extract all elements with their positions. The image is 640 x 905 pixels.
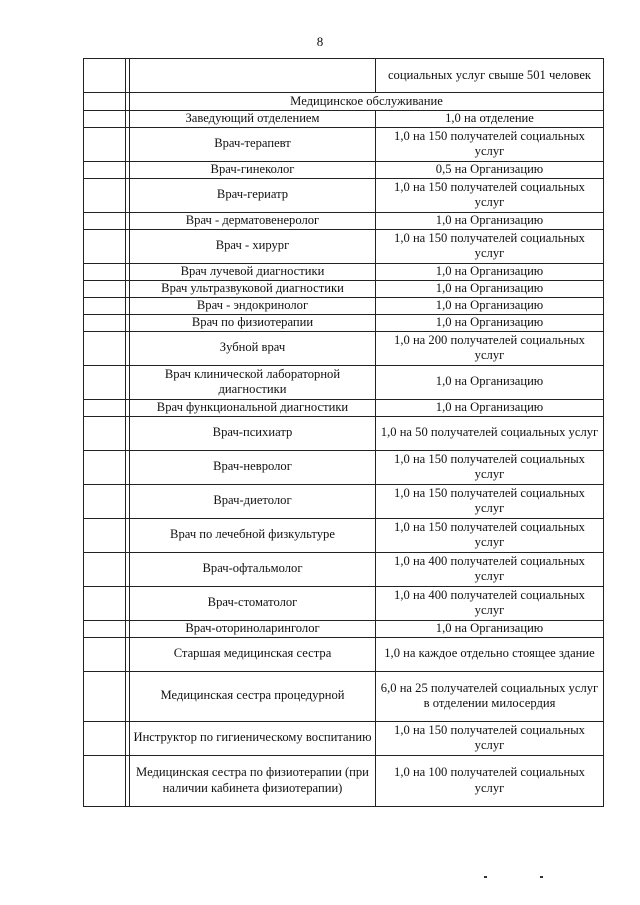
norm-cell: 1,0 на 50 получателей социальных услуг bbox=[376, 416, 604, 450]
norm-cell: 1,0 на каждое отдельно стоящее здание bbox=[376, 637, 604, 671]
page-number: 8 bbox=[316, 34, 324, 49]
number-cell bbox=[84, 671, 126, 721]
table-row bbox=[84, 212, 604, 229]
position-cell: Врач-стоматолог bbox=[130, 586, 376, 620]
table-row bbox=[84, 229, 604, 263]
position-cell: Врач-гинеколог bbox=[130, 161, 376, 178]
norm-cell: 1,0 на 150 получателей социальных услуг bbox=[376, 229, 604, 263]
number-cell bbox=[84, 586, 126, 620]
table-row bbox=[84, 365, 604, 399]
norm-cell: 1,0 на 150 получателей социальных услуг bbox=[376, 450, 604, 484]
norm-cell: 1,0 на Организацию bbox=[376, 314, 604, 331]
number-cell bbox=[84, 161, 126, 178]
number-cell bbox=[84, 620, 126, 637]
table-row bbox=[84, 161, 604, 178]
table-row bbox=[84, 755, 604, 806]
table-row bbox=[84, 416, 604, 450]
norm-cell: 1,0 на Организацию bbox=[376, 297, 604, 314]
number-cell bbox=[84, 263, 126, 280]
number-cell bbox=[84, 399, 126, 416]
table-row bbox=[84, 721, 604, 755]
norm-cell: 6,0 на 25 получателей социальных услуг в отделении милосердия bbox=[376, 671, 604, 721]
position-cell: Врач-психиатр bbox=[130, 416, 376, 450]
number-cell bbox=[84, 365, 126, 399]
position-cell: Заведующий отделением bbox=[130, 111, 376, 128]
position-cell: Врач ультразвуковой диагностики bbox=[130, 280, 376, 297]
norm-cell: 1,0 на 200 получателей социальных услуг bbox=[376, 331, 604, 365]
number-cell bbox=[84, 484, 126, 518]
table-row bbox=[84, 263, 604, 280]
number-cell bbox=[84, 552, 126, 586]
number-cell bbox=[84, 59, 126, 93]
table-row bbox=[84, 111, 604, 128]
table-row bbox=[84, 450, 604, 484]
number-cell bbox=[84, 111, 126, 128]
norm-cell: 1,0 на 400 получателей социальных услуг bbox=[376, 552, 604, 586]
norm-cell: 1,0 на Организацию bbox=[376, 620, 604, 637]
continuation-row bbox=[84, 59, 604, 93]
table-row bbox=[84, 399, 604, 416]
table-row bbox=[84, 297, 604, 314]
number-cell bbox=[84, 416, 126, 450]
position-cell: Врач по физиотерапии bbox=[130, 314, 376, 331]
position-cell: Врач-офтальмолог bbox=[130, 552, 376, 586]
table-row bbox=[84, 671, 604, 721]
section-title: Медицинское обслуживание bbox=[130, 93, 604, 111]
table-row bbox=[84, 637, 604, 671]
norm-cell: 1,0 на 150 получателей социальных услуг bbox=[376, 178, 604, 212]
continuation-cell: социальных услуг свыше 501 человек bbox=[376, 59, 604, 93]
number-cell bbox=[84, 93, 126, 111]
table-row bbox=[84, 518, 604, 552]
norm-cell: 1,0 на Организацию bbox=[376, 263, 604, 280]
position-cell: Врач-диетолог bbox=[130, 484, 376, 518]
table-row bbox=[84, 178, 604, 212]
number-cell bbox=[84, 178, 126, 212]
norm-cell: 1,0 на 100 получателей социальных услуг bbox=[376, 755, 604, 806]
table-row bbox=[84, 484, 604, 518]
scan-mark bbox=[484, 876, 487, 878]
section-row bbox=[84, 93, 604, 111]
number-cell bbox=[84, 637, 126, 671]
norm-cell: 1,0 на Организацию bbox=[376, 212, 604, 229]
position-cell: Врач - хирург bbox=[130, 229, 376, 263]
position-cell: Врач-терапевт bbox=[130, 127, 376, 161]
table-row bbox=[84, 314, 604, 331]
norm-cell: 0,5 на Организацию bbox=[376, 161, 604, 178]
number-cell bbox=[84, 212, 126, 229]
position-cell: Зубной врач bbox=[130, 331, 376, 365]
position-cell: Старшая медицинская сестра bbox=[130, 637, 376, 671]
number-cell bbox=[84, 280, 126, 297]
number-cell bbox=[84, 297, 126, 314]
position-cell: Медицинская сестра по физиотерапии (при наличии кабинета физиотерапии) bbox=[130, 755, 376, 806]
table-row bbox=[84, 331, 604, 365]
number-cell bbox=[84, 314, 126, 331]
norm-cell: 1,0 на 150 получателей социальных услуг bbox=[376, 127, 604, 161]
norm-cell: 1,0 на отделение bbox=[376, 111, 604, 128]
number-cell bbox=[84, 229, 126, 263]
position-cell: Врач - эндокринолог bbox=[130, 297, 376, 314]
table-row bbox=[84, 127, 604, 161]
table-row bbox=[84, 552, 604, 586]
staffing-table bbox=[83, 58, 604, 807]
position-cell: Медицинская сестра процедурной bbox=[130, 671, 376, 721]
position-cell: Врач клинической лабораторной диагностики bbox=[130, 365, 376, 399]
norm-cell: 1,0 на 150 получателей социальных услуг bbox=[376, 721, 604, 755]
number-cell bbox=[84, 331, 126, 365]
table-row bbox=[84, 586, 604, 620]
number-cell bbox=[84, 518, 126, 552]
position-cell: Врач по лечебной физкультуре bbox=[130, 518, 376, 552]
position-cell: Врач лучевой диагностики bbox=[130, 263, 376, 280]
position-cell: Врач-невролог bbox=[130, 450, 376, 484]
position-cell: Инструктор по гигиеническому воспитанию bbox=[130, 721, 376, 755]
table-row bbox=[84, 280, 604, 297]
position-cell: Врач-оториноларинголог bbox=[130, 620, 376, 637]
position-cell: Врач функциональной диагностики bbox=[130, 399, 376, 416]
scan-mark bbox=[540, 876, 543, 878]
norm-cell: 1,0 на Организацию bbox=[376, 365, 604, 399]
position-cell bbox=[130, 59, 376, 93]
number-cell bbox=[84, 755, 126, 806]
table-row bbox=[84, 620, 604, 637]
norm-cell: 1,0 на Организацию bbox=[376, 399, 604, 416]
norm-cell: 1,0 на 150 получателей социальных услуг bbox=[376, 484, 604, 518]
norm-cell: 1,0 на Организацию bbox=[376, 280, 604, 297]
number-cell bbox=[84, 721, 126, 755]
number-cell bbox=[84, 450, 126, 484]
position-cell: Врач-гериатр bbox=[130, 178, 376, 212]
norm-cell: 1,0 на 400 получателей социальных услуг bbox=[376, 586, 604, 620]
number-cell bbox=[84, 127, 126, 161]
position-cell: Врач - дерматовенеролог bbox=[130, 212, 376, 229]
norm-cell: 1,0 на 150 получателей социальных услуг bbox=[376, 518, 604, 552]
